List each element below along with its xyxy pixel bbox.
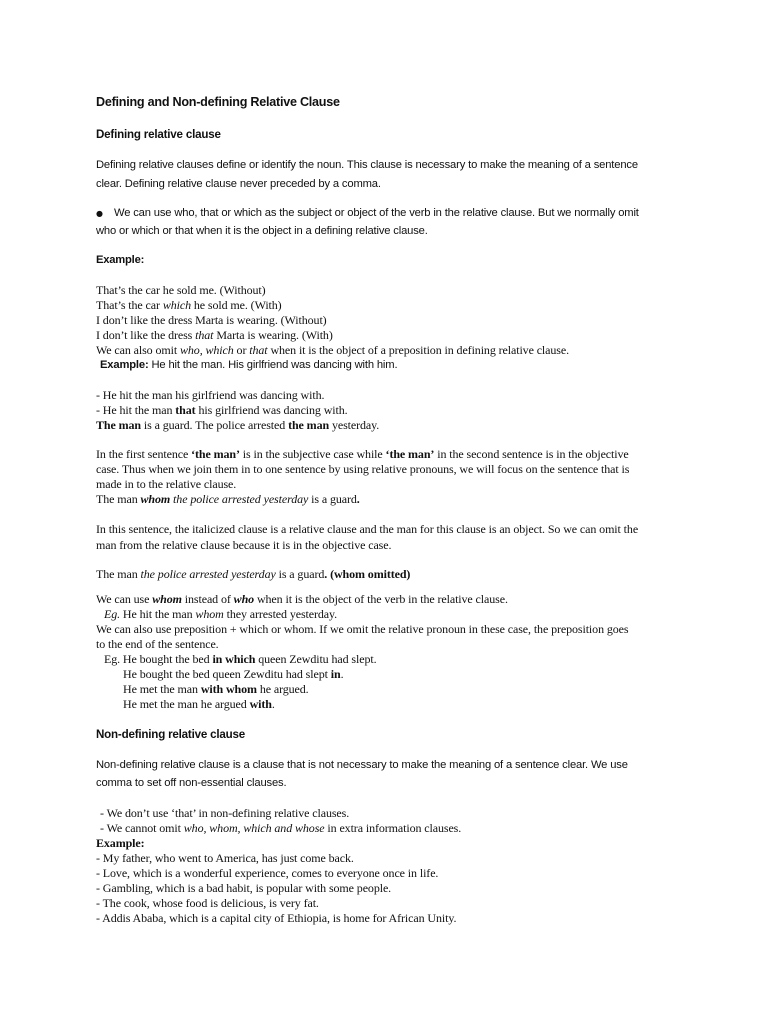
example-line: The man is a guard. The police arrested the man yesterday. xyxy=(96,418,380,432)
bullet-icon: ● xyxy=(96,209,103,218)
bullet-continuation: who or which or that when it is the object in a defining relative clause. xyxy=(96,225,428,237)
example-line: That’s the car which he sold me. (With) xyxy=(96,298,282,312)
paragraph-line: In the first sentence ‘the man’ is in the subjective case while ‘the man’ in the second sentence is in the objective xyxy=(96,447,629,461)
example-label: Example: xyxy=(96,254,145,266)
paragraph-line: made in to the relative clause. xyxy=(96,477,237,491)
example-line: - The cook, whose food is delicious, is very fat. xyxy=(96,896,319,910)
example-line: - He hit the man that his girlfriend was dancing with. xyxy=(96,403,348,417)
paragraph-line: case. Thus when we join them in to one sentence by using relative pronouns, we will focus on the sentence that is xyxy=(96,462,630,476)
paragraph-line: Non-defining relative clause is a clause that is not necessary to make the meaning of a sentence clear. We use xyxy=(96,759,628,771)
example-line: - He hit the man his girlfriend was dancing with. xyxy=(96,388,325,402)
example-line: He met the man he argued with. xyxy=(123,697,275,711)
example-line: - Gambling, which is a bad habit, is popular with some people. xyxy=(96,881,392,895)
section-heading-non-defining: Non-defining relative clause xyxy=(96,728,246,741)
rule-line: We can use whom instead of who when it is the object of the verb in the relative clause. xyxy=(96,592,508,606)
example-line: - Addis Ababa, which is a capital city of Ethiopia, is home for African Unity. xyxy=(96,911,457,925)
section-heading-defining: Defining relative clause xyxy=(96,128,221,141)
example-line: Example: He hit the man. His girlfriend was dancing with him. xyxy=(100,359,398,371)
paragraph-line: In this sentence, the italicized clause is a relative clause and the man for this clause is an object. So we can omit the xyxy=(96,522,639,536)
example-line: I don’t like the dress Marta is wearing. (Without) xyxy=(96,313,327,327)
example-line: - My father, who went to America, has just come back. xyxy=(96,851,354,865)
rule-line: to the end of the sentence. xyxy=(96,637,219,651)
example-line: The man the police arrested yesterday is a guard. (whom omitted) xyxy=(96,567,411,581)
example-label: Example: xyxy=(96,836,145,850)
paragraph-line: Defining relative clauses define or identify the noun. This clause is necessary to make the meaning of a sentence xyxy=(96,159,638,171)
paragraph-line: comma to set off non-essential clauses. xyxy=(96,777,287,789)
example-line: That’s the car he sold me. (Without) xyxy=(96,283,266,297)
paragraph-line: man from the relative clause because it is in the objective case. xyxy=(96,538,392,552)
rule-line: We can also omit who, which or that when it is the object of a preposition in defining relative clause. xyxy=(96,343,569,357)
example-line: He met the man with whom he argued. xyxy=(123,682,309,696)
rule-line: - We cannot omit who, whom, which and whose in extra information clauses. xyxy=(100,821,462,835)
document-title: Defining and Non-defining Relative Clause xyxy=(96,95,340,109)
rule-line: We can also use preposition + which or whom. If we omit the relative pronoun in these case, the preposition goes xyxy=(96,622,629,636)
paragraph-line: clear. Defining relative clause never preceded by a comma. xyxy=(96,178,381,190)
rule-line: - We don’t use ‘that’ in non-defining relative clauses. xyxy=(100,806,350,820)
example-line: He bought the bed queen Zewditu had slept in. xyxy=(123,667,344,681)
example-line: Eg. He hit the man whom they arrested yesterday. xyxy=(104,607,338,621)
example-line: The man whom the police arrested yesterday is a guard. xyxy=(96,492,360,506)
example-line: Eg. He bought the bed in which queen Zewditu had slept. xyxy=(104,652,377,666)
bullet-item xyxy=(96,206,639,221)
example-line: I don’t like the dress that Marta is wearing. (With) xyxy=(96,328,333,342)
bullet-text: We can use who, that or which as the subject or object of the verb in the relative clause. But we normally omit xyxy=(114,207,639,219)
example-line: - Love, which is a wonderful experience, comes to everyone once in life. xyxy=(96,866,439,880)
